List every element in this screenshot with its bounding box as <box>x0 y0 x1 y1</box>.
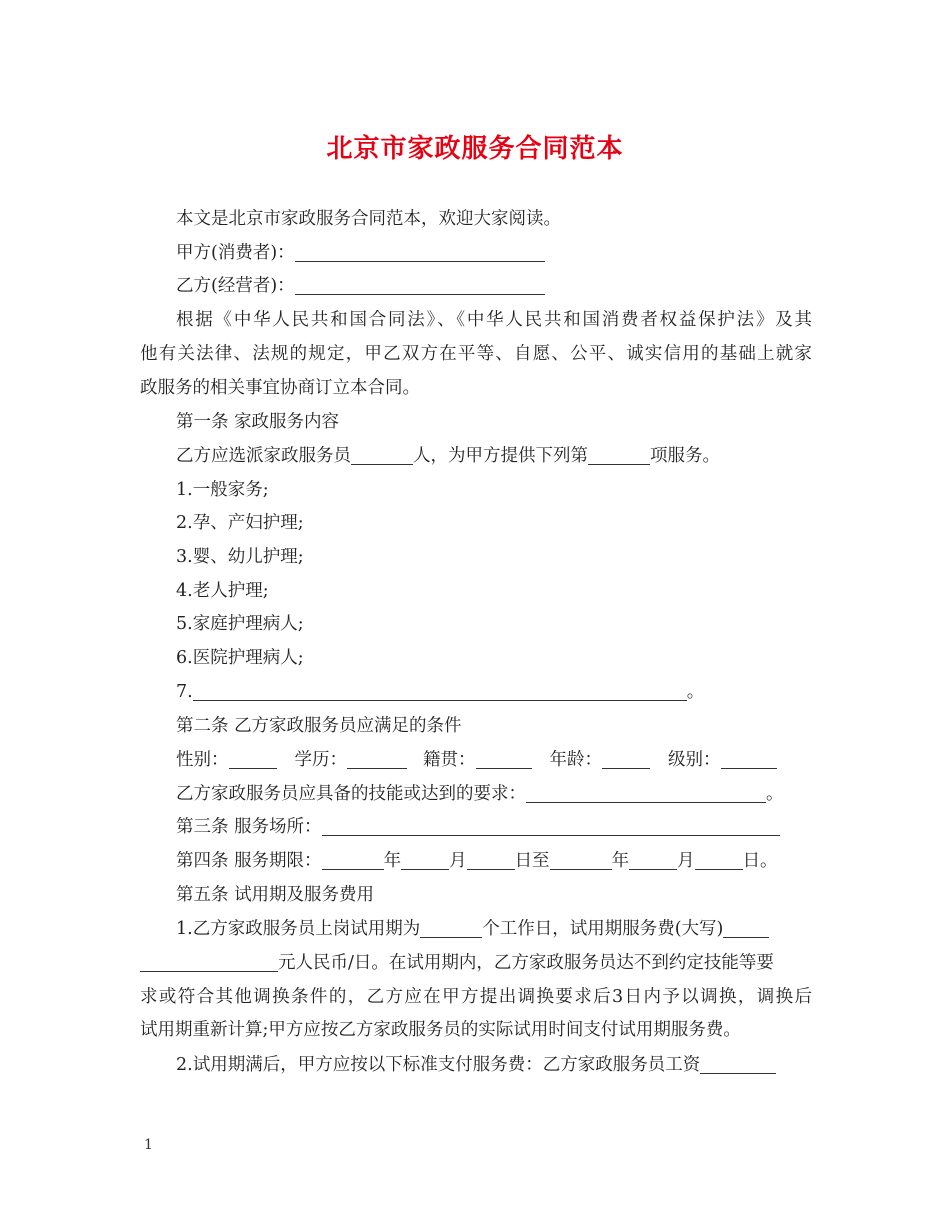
article-5-p1-line-2 <box>140 947 812 981</box>
party-a-label: 甲方(消费者)： <box>176 243 295 263</box>
party-b-label: 乙方(经营者)： <box>176 276 295 296</box>
start-year-blank <box>322 851 384 870</box>
skills-label: 乙方家政服务员应具备的技能或达到的要求： <box>176 784 526 804</box>
article-3-line <box>176 811 812 845</box>
preamble-line-2: 他有关法律、法规的规定，甲乙双方在平等、自愿、公平、诚实信用的基础上就家 <box>140 344 812 364</box>
page-number: 1 <box>144 1137 153 1153</box>
native-place-label: 籍贯： <box>423 750 476 770</box>
level-label: 级别： <box>668 750 721 770</box>
year-text: 年 <box>383 851 402 871</box>
skills-end: 。 <box>766 784 784 804</box>
service-item-blank <box>588 446 650 465</box>
article-5-heading: 第五条 试用期及服务费用 <box>176 885 375 905</box>
item-7-label: 7. <box>176 682 193 702</box>
gender-label: 性别： <box>176 750 229 770</box>
age-blank <box>602 750 650 769</box>
day-to-text: 日至 <box>514 851 550 871</box>
list-item: 4.老人护理; <box>176 581 269 601</box>
end-day-blank <box>695 851 743 870</box>
list-item-7 <box>176 676 812 710</box>
article-1-heading: 第一条 家政服务内容 <box>176 412 340 432</box>
end-year-blank <box>550 851 612 870</box>
trial-fee-blank <box>723 919 769 938</box>
wage-text: 2.试用期满后，甲方应按以下标准支付服务费：乙方家政服务员工资 <box>176 1055 701 1075</box>
trial-fee-blank-cont <box>140 953 278 972</box>
party-a-blank <box>295 243 545 262</box>
party-a-line <box>176 237 812 271</box>
level-blank <box>721 750 777 769</box>
month-text: 月 <box>677 851 695 871</box>
article-2-heading: 第二条 乙方家政服务员应满足的条件 <box>176 716 462 736</box>
native-place-blank <box>476 750 532 769</box>
list-item: 5.家庭护理病人; <box>176 614 304 634</box>
end-month-blank <box>629 851 677 870</box>
article-5-p2-line <box>176 1049 812 1083</box>
staff-count-blank <box>351 446 413 465</box>
list-item: 6.医院护理病人; <box>176 648 304 668</box>
party-b-line <box>176 270 812 304</box>
trial-text-b: 个工作日，试用期服务费(大写) <box>482 919 724 939</box>
article-4-label: 第四条 服务期限： <box>176 851 322 871</box>
staff-text-a: 乙方应选派家政服务员 <box>176 446 351 466</box>
article-5-p1-line-4: 试用期重新计算;甲方应按乙方家政服务员的实际试用时间支付试用期服务费。 <box>140 1020 741 1040</box>
year-text: 年 <box>611 851 630 871</box>
wage-blank <box>700 1055 776 1074</box>
article-5-p1-line-1 <box>176 913 812 947</box>
article-1-staff-line <box>176 440 812 474</box>
trial-text-c: 元人民币/日。在试用期内，乙方家政服务员达不到约定技能等要 <box>278 953 774 973</box>
article-5-p1-line-3: 求或符合其他调换条件的，乙方应在甲方提出调换要求后3日内予以调换，调换后 <box>140 987 812 1007</box>
skills-blank <box>526 784 766 803</box>
party-b-blank <box>295 276 545 295</box>
list-item: 3.婴、幼儿护理; <box>176 547 304 567</box>
skills-line <box>176 778 812 812</box>
conditions-line <box>176 744 812 778</box>
gender-blank <box>229 750 277 769</box>
trial-text-a: 1.乙方家政服务员上岗试用期为 <box>176 919 421 939</box>
trial-days-blank <box>420 919 482 938</box>
preamble-line-3: 政服务的相关事宜协商订立本合同。 <box>140 378 420 398</box>
article-3-label: 第三条 服务场所： <box>176 817 322 837</box>
day-text: 日。 <box>742 851 778 871</box>
age-label: 年龄： <box>549 750 602 770</box>
month-text: 月 <box>449 851 467 871</box>
start-month-blank <box>401 851 449 870</box>
item-7-end: 。 <box>686 682 705 702</box>
start-day-blank <box>467 851 515 870</box>
list-item: 2.孕、产妇护理; <box>176 513 304 533</box>
document-title: 北京市家政服务合同范本 <box>326 134 624 164</box>
education-blank <box>347 750 407 769</box>
staff-text-b: 人，为甲方提供下列第 <box>413 446 588 466</box>
list-item: 1.一般家务; <box>176 480 269 500</box>
article-4-line <box>176 845 812 879</box>
service-place-blank <box>322 817 780 836</box>
education-label: 学历： <box>294 750 347 770</box>
preamble-line-1: 根据《中华人民共和国合同法》、《中华人民共和国消费者权益保护法》及其 <box>176 310 812 330</box>
intro-paragraph: 本文是北京市家政服务合同范本，欢迎大家阅读。 <box>176 209 561 229</box>
staff-text-c: 项服务。 <box>650 446 720 466</box>
item-7-blank <box>193 682 687 701</box>
